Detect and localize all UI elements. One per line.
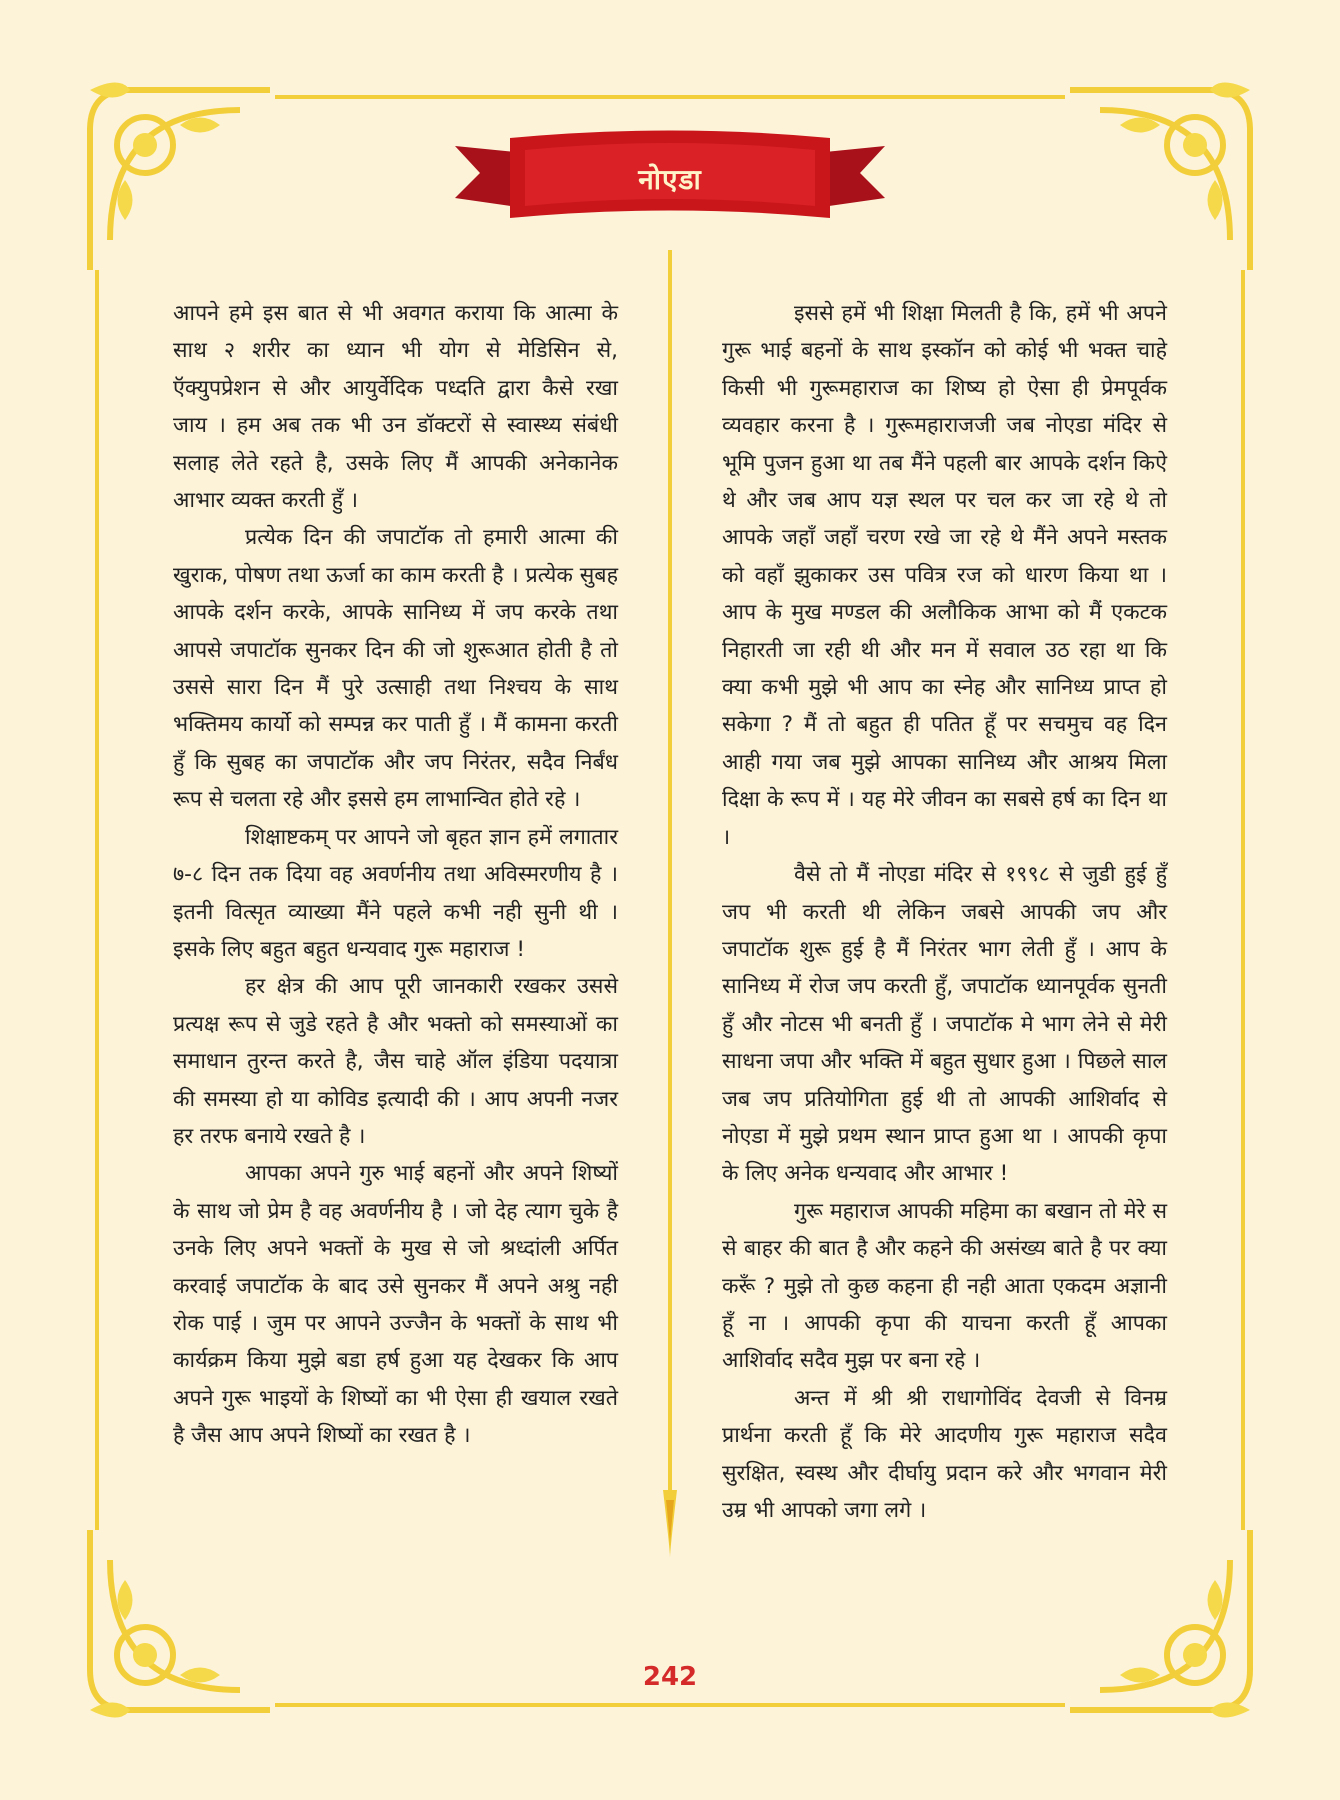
right-paragraph-4: अन्त में श्री श्री राधागोविंद देवजी से विनम्र प्रार्थना करती हूँ कि मेरे आदणीय गुरू महाराज सदैव सुरक्षित, स्वस्थ और दीर्घायु प्रदान करे और भगवान मेरी उम्र भी आपको जगा लगे ।: [722, 1385, 1167, 1523]
corner-ornament-bottom-right: [1070, 1530, 1270, 1730]
corner-ornament-bottom-left: [70, 1530, 270, 1730]
page-title: नोएडा: [638, 163, 702, 196]
right-paragraph-2: वैसे तो मैं नोएडा मंदिर से १९९८ से जुडी हुई हुँ जप भी करती थी लेकिन जबसे आपकी जप और जपाटॉक शुरू हुई है मैं निरंतर भाग लेती हुँ । आप के सानिध्य में रोज जप करती हुँ, जपाटॉक ध्यानपूर्वक सुनती हुँ और नोटस भी बनती हुँ । जपाटॉक मे भाग लेने से मेरी साधना जपा और भक्ति में बहुत सुधार हुआ । पिछले साल जब जप प्रतियोगिता हुई थी तो आपकी आशिर्वाद से नोएडा में मुझे प्रथम स्थान प्राप्त हुआ था । आपकी कृपा के लिए अनेक धन्यवाद और आभार !: [722, 862, 1167, 1187]
left-paragraph-2: प्रत्येक दिन की जपाटॉक तो हमारी आत्मा की खुराक, पोषण तथा ऊर्जा का काम करती है । प्रत्येक सुबह आपके दर्शन करके, आपके सानिध्य में जप करके तथा आपसे जपाटॉक सुनकर दिन की जो शुरूआत होती है तो उससे सारा दिन मैं पुरे उत्साही तथा निश्चय के साथ भक्तिमय कार्यो को सम्पन्न कर पाती हुँ । मैं कामना करती हुँ कि सुबह का जपाटॉक और जप निरंतर, सदैव निर्बंध रूप से चलता रहे और इससे हम लाभान्वित होते रहे ।: [173, 525, 618, 813]
column-divider: [663, 250, 677, 1560]
page-number: 242: [642, 1662, 698, 1692]
left-paragraph-3: शिक्षाष्टकम् पर आपने जो बृहत ज्ञान हमें लगातार ७-८ दिन तक दिया वह अवर्णनीय तथा अविस्मरणीय है । इतनी वित्सृत व्याख्या मैंने पहले कभी नही सुनी थी । इसके लिए बहुत बहुत धन्यवाद गुरू महाराज !: [173, 824, 618, 962]
frame-right-line: [1241, 270, 1245, 1530]
left-paragraph-4: हर क्षेत्र की आप पूरी जानकारी रखकर उससे प्रत्यक्ष रूप से जुडे रहते है और भक्तो को समस्याओं का समाधान तुरन्त करते है, जैस चाहे ऑल इंडिया पदयात्रा की समस्या हो या कोविड इत्यादी की । आप अपनी नजर हर तरफ बनाये रखते है ।: [173, 974, 618, 1149]
frame-bottom-line: [275, 1703, 1065, 1707]
right-paragraph-1: इससे हमें भी शिक्षा मिलती है कि, हमें भी अपने गुरू भाई बहनों के साथ इस्कॉन को कोई भी भक्त चाहे किसी भी गुरूमहाराज का शिष्य हो ऐसा ही प्रेमपूर्वक व्यवहार करना है । गुरूमहाराजजी जब नोएडा मंदिर से भूमि पुजन हुआ था तब मैंने पहली बार आपके दर्शन किऐ थे और जब आप यज्ञ स्थल पर चल कर जा रहे थे तो आपके जहाँ जहाँ चरण रखे जा रहे थे मैंने अपने मस्तक को वहाँ झुकाकर उस पवित्र रज को धारण किया था । आप के मुख मण्डल की अलौकिक आभा को मैं एकटक निहारती जा रही थी और मन में सवाल उठ रहा था कि क्या कभी मुझे भी आप का स्नेह और सानिध्य प्राप्त हो सकेगा ? मैं तो बहुत ही पतित हूँ पर सचमुच वह दिन आही गया जब मुझे आपका सानिध्य और आश्रय मिला दिक्षा के रूप में । यह मेरे जीवन का सबसे हर्ष का दिन था ।: [722, 301, 1167, 850]
right-paragraph-3: गुरू महाराज आपकी महिमा का बखान तो मेरे स से बाहर की बात है और कहने की असंख्य बाते है पर क्या करूँ ? मुझे तो कुछ कहना ही नही आता एकदम अज्ञानी हूँ ना । आपकी कृपा की याचना करती हूँ आपका आशिर्वाद सदैव मुझ पर बना रहे ।: [722, 1198, 1167, 1374]
left-column: [173, 295, 618, 1455]
frame-top-line: [275, 95, 1065, 99]
frame-left-line: [95, 270, 99, 1530]
left-paragraph-5: आपका अपने गुरु भाई बहनों और अपने शिष्यों के साथ जो प्रेम है वह अवर्णनीय है । जो देह त्याग चुके है उनके लिए अपने भक्तों के मुख से जो श्रध्दांली अर्पित करवाई जपाटॉक के बाद उसे सुनकर मैं अपने अश्रु नही रोक पाई । जुम पर आपने उज्जैन के भक्तों के साथ भी कार्यक्रम किया मुझे बडा हर्ष हुआ यह देखकर कि आप अपने गुरू भाइयों के शिष्यों का भी ऐसा ही खयाल रखते है जैस आप अपने शिष्यों का रखत है ।: [173, 1161, 618, 1449]
left-paragraph-1: आपने हमे इस बात से भी अवगत कराया कि आत्मा के साथ २ शरीर का ध्यान भी योग से मेडिसिन से, ऍक्युपप्रेशन से और आयुर्वेदिक पध्दति द्वारा कैसे रखा जाय । हम अब तक भी उन डॉक्टरों से स्वास्थ्य संबंधी सलाह लेते रहते है, उसके लिए मैं आपकी अनेकानेक आभार व्यक्त करती हुँ ।: [173, 301, 618, 514]
right-column: [722, 295, 1167, 1529]
